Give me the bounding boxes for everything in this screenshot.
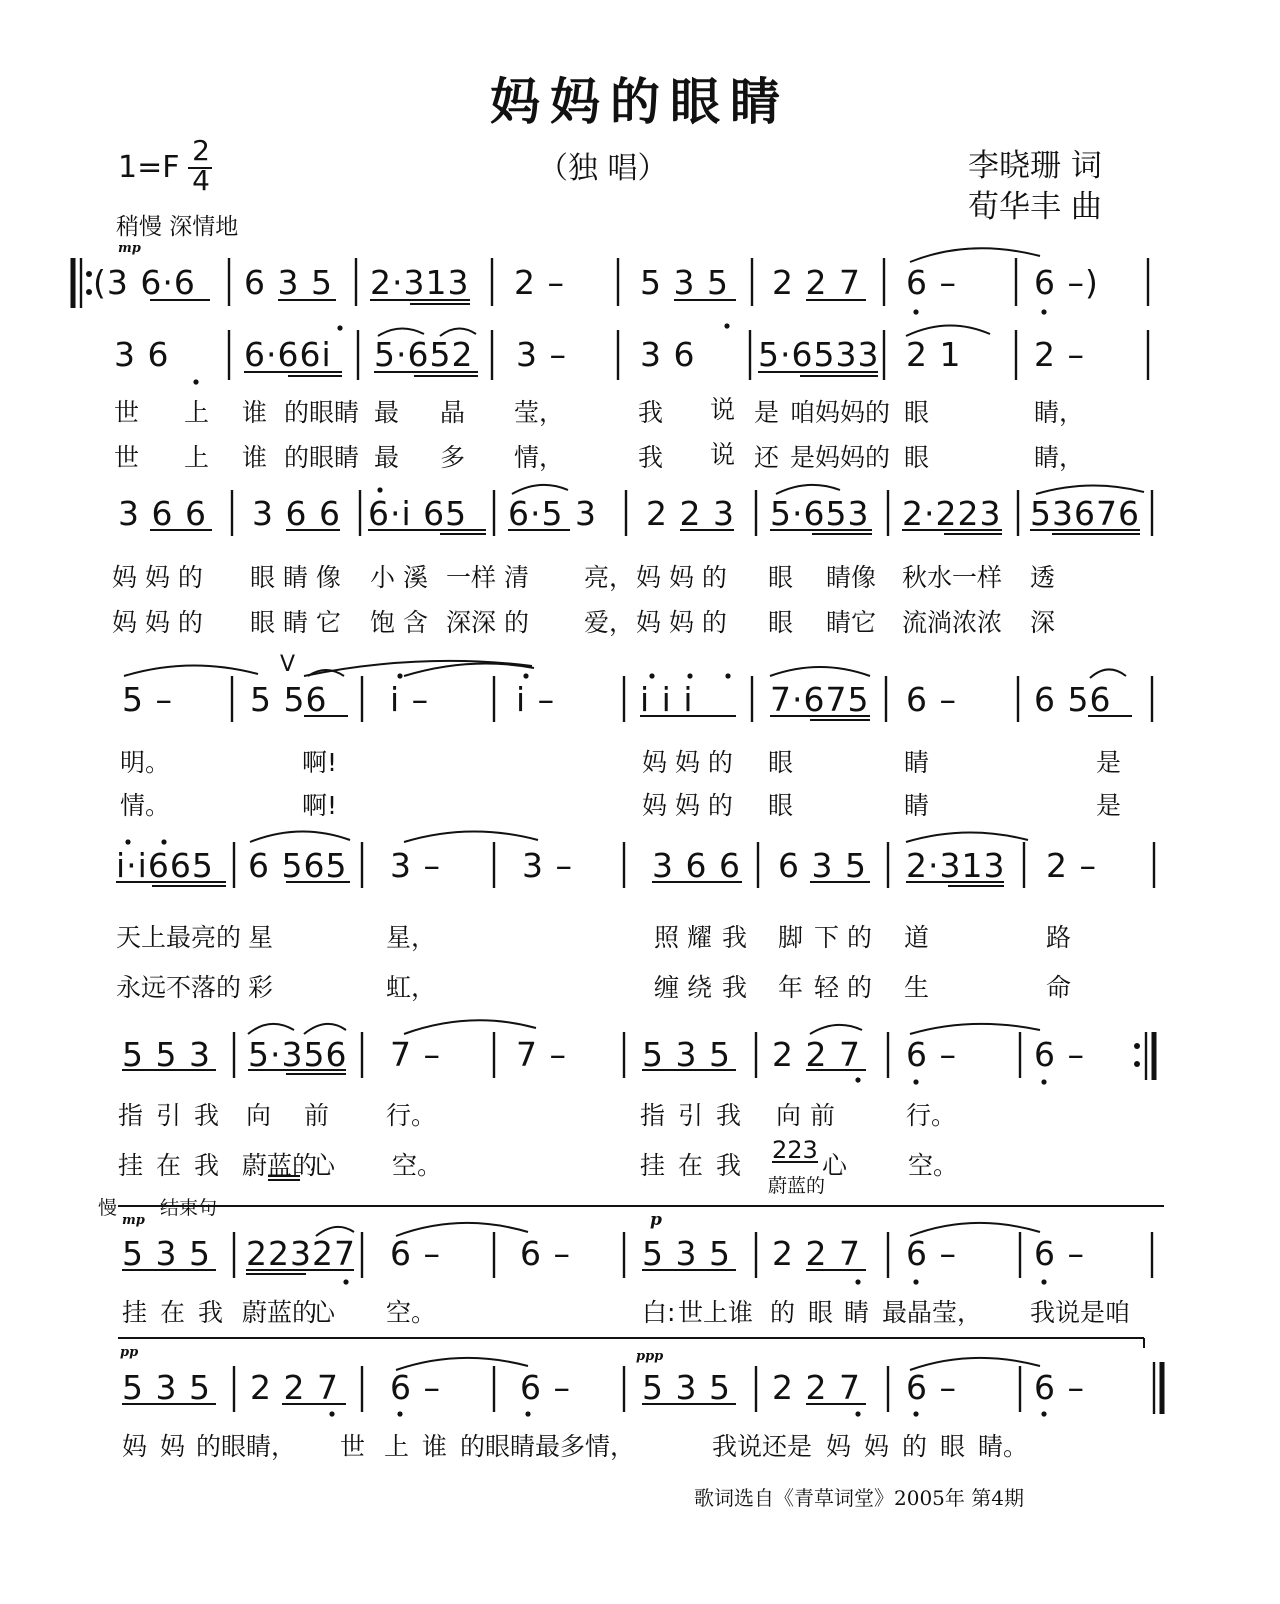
lyric: 虹， <box>386 973 437 1002</box>
lyric: 蔚蓝的 <box>242 1151 318 1180</box>
lyric: 我 <box>722 923 748 952</box>
lyric: 世 <box>114 443 140 472</box>
lyric: 眼 <box>808 1298 834 1327</box>
measure-notes: 5·6533 <box>758 335 880 374</box>
lyric: 还 <box>754 443 780 472</box>
lyric: 爱， <box>584 608 635 637</box>
measure-notes: 3 – <box>516 335 567 374</box>
lyric: 眼 <box>940 1432 966 1461</box>
measure-notes: 5 3 5 <box>122 1368 211 1407</box>
lyric: 睛 <box>904 791 930 820</box>
lyric: 挂 <box>118 1151 144 1180</box>
measure-notes: 22327 <box>246 1234 356 1273</box>
lyric: 挂 <box>122 1298 148 1327</box>
tempo-slow-mark: 慢 <box>98 1197 118 1219</box>
lyric: 心 <box>822 1151 848 1180</box>
lyric: 生 <box>904 973 930 1002</box>
dynamic-mark: mp <box>122 1213 145 1228</box>
lyric: 指 <box>640 1101 666 1130</box>
lyric: 是 <box>1096 748 1122 777</box>
measure-notes: 3 6 6 <box>652 846 741 885</box>
measure-notes: 2 – <box>1046 846 1097 885</box>
lyric: 永远不落的 <box>116 973 242 1002</box>
lyric: 空。 <box>392 1151 443 1180</box>
lyric: 向 <box>246 1101 272 1130</box>
measure-notes: 6 – <box>906 1035 957 1074</box>
lyric: 我 <box>198 1298 224 1327</box>
measure-notes: 2 – <box>1034 335 1085 374</box>
lyric: 妈 <box>826 1432 852 1461</box>
measure-notes: 2·313 <box>906 846 1006 885</box>
measure-notes: 6·i 65 <box>368 494 468 533</box>
measure-notes: 5 – <box>122 680 173 719</box>
measure-notes: 3 – <box>522 846 573 885</box>
lyric: 一样 <box>446 563 497 592</box>
alternate-lyric: 蔚蓝的 <box>768 1175 826 1197</box>
lyric: 妈 <box>160 1432 186 1461</box>
lyric: 指 <box>118 1101 144 1130</box>
lyric: 晶 <box>440 398 466 427</box>
lyric: 眼 <box>768 563 794 592</box>
lyric: 睛， <box>1034 398 1085 427</box>
lyric: 向 <box>776 1101 802 1130</box>
song-title: 妈妈的眼睛 <box>490 72 790 131</box>
lyric: 缠 绕 <box>654 973 712 1002</box>
lyric: 照 耀 <box>654 923 712 952</box>
measure-notes: i·i665 <box>116 846 214 885</box>
lyric: 妈 妈 的 <box>112 563 203 592</box>
measure-notes: 6 3 5 <box>778 846 867 885</box>
performance-type: （独 唱） <box>538 151 668 186</box>
lyric: 妈 妈 的 <box>642 791 733 820</box>
measure-notes: 5·652 <box>374 335 474 374</box>
lyric: 谁 <box>242 398 268 427</box>
measure-notes: 2 2 7 <box>772 1368 861 1407</box>
measure-notes: 6 – <box>1034 1234 1085 1273</box>
measure-notes: 2·223 <box>902 494 1002 533</box>
measure-notes: 7·675 <box>770 680 870 719</box>
lyric: 我 <box>638 398 664 427</box>
time-signature-bottom: 4 <box>192 164 210 197</box>
lyric: 上 <box>184 398 210 427</box>
lyric: 饱 含 <box>370 608 428 637</box>
time-signature-top: 2 <box>192 134 210 167</box>
lyric: 上 <box>184 443 210 472</box>
lyric: 我 <box>716 1101 742 1130</box>
measure-notes: 5 56 <box>250 680 328 719</box>
measure-notes: 2 2 7 <box>772 1035 861 1074</box>
measure-notes: 2 2 3 <box>646 494 735 533</box>
lyric: 睛像 <box>826 563 877 592</box>
lyric: 在 <box>160 1298 186 1327</box>
lyric: 妈 妈 的 <box>636 563 727 592</box>
measure-notes: 3 6 <box>114 335 170 374</box>
measure-notes: (3 6·6 <box>93 263 196 302</box>
lyric: 莹， <box>514 398 565 427</box>
lyric: 透 <box>1030 563 1056 592</box>
lyric: 的眼睛， <box>196 1432 297 1461</box>
lyric: 妈 <box>864 1432 890 1461</box>
lyric: 最 <box>374 398 400 427</box>
dynamic-mark: mp <box>118 241 141 256</box>
lyric: 是妈妈的 <box>790 443 891 472</box>
lyric: 妈 妈 的 <box>112 608 203 637</box>
lyric: 的眼睛 <box>284 398 360 427</box>
lyric: 妈 妈 的 <box>642 748 733 777</box>
lyric: 睛 <box>904 748 930 777</box>
lyric: 白: <box>642 1298 676 1327</box>
lyric: 心 <box>310 1298 336 1327</box>
lyric: 清 <box>504 563 530 592</box>
lyric: 睛 <box>844 1298 870 1327</box>
lyric: 妈 妈 的 <box>636 608 727 637</box>
measure-notes: 6 – <box>520 1234 571 1273</box>
measure-notes: 5·653 <box>770 494 870 533</box>
lyric: 蔚蓝的 <box>242 1298 318 1327</box>
lyric: 睛它 <box>826 608 877 637</box>
lyric: 亮， <box>584 563 635 592</box>
lyric: 眼 <box>904 398 930 427</box>
lyric: 眼 <box>904 443 930 472</box>
dynamic-mark: ppp <box>636 1349 664 1364</box>
measure-notes: 6 – <box>906 1368 957 1407</box>
lyric: 是 <box>1096 791 1122 820</box>
lyric: 的眼睛 <box>284 443 360 472</box>
lyricist-credit: 李晓珊 词 <box>968 148 1102 184</box>
measure-notes: i i i <box>640 680 694 719</box>
lyric: 年 <box>778 973 804 1002</box>
lyric: 多 <box>440 443 466 472</box>
lyric: 我 <box>722 973 748 1002</box>
lyric: 的 <box>504 608 530 637</box>
lyric: 空。 <box>908 1151 959 1180</box>
lyric: 引 <box>678 1101 704 1130</box>
measure-notes: 2 2 7 <box>250 1368 339 1407</box>
measure-notes: 6 – <box>906 1234 957 1273</box>
measure-notes: 7 – <box>516 1035 567 1074</box>
dynamic-mark: pp <box>120 1345 139 1360</box>
lyric: 行。 <box>906 1101 957 1130</box>
lyric: 世上谁 <box>678 1298 754 1327</box>
composer-credit: 荀华丰 曲 <box>968 189 1102 225</box>
lyric: 我说是咱 <box>1030 1298 1131 1327</box>
lyric: 眼 <box>768 748 794 777</box>
lyric: 星， <box>386 923 437 952</box>
lyric: 是 <box>754 398 780 427</box>
lyric: 彩 <box>248 973 274 1002</box>
tempo-marking: 稍慢 深情地 <box>116 214 239 240</box>
key-signature: 1=F <box>118 150 180 185</box>
lyric: 我 <box>194 1101 220 1130</box>
measure-notes: 6 –) <box>1034 263 1099 302</box>
lyric: 道 <box>904 923 930 952</box>
lyric: 下 的 <box>814 923 872 952</box>
lyric: 秋水一样 <box>902 563 1003 592</box>
measure-notes: 2 2 7 <box>772 1234 861 1273</box>
lyric: 情， <box>514 443 565 472</box>
lyric: 眼 <box>768 608 794 637</box>
lyric: 心 <box>310 1151 336 1180</box>
lyric: 路 <box>1046 923 1072 952</box>
lyric: 我 <box>716 1151 742 1180</box>
lyric: 说 <box>710 440 736 469</box>
source-note: 歌词选自《青草词堂》2005年 第4期 <box>694 1486 1024 1510</box>
lyric: 命 <box>1046 973 1072 1002</box>
measure-notes: 5 3 5 <box>642 1368 731 1407</box>
lyric: 啊! <box>302 748 338 777</box>
lyric: 睛。 <box>978 1432 1029 1461</box>
lyric: 行。 <box>386 1101 437 1130</box>
lyric: 我说还是 <box>712 1432 813 1461</box>
measure-notes: 6 – <box>906 263 957 302</box>
measure-notes: 2 2 7 <box>772 263 861 302</box>
measure-notes: 3 6 6 <box>118 494 207 533</box>
measure-notes: 6 3 5 <box>244 263 333 302</box>
lyric: 轻 的 <box>814 973 872 1002</box>
measure-notes: 6·66i <box>244 335 332 374</box>
alternate-notes: 223 <box>772 1136 818 1164</box>
lyric: 说 <box>710 395 736 424</box>
measure-notes: 5 3 5 <box>642 1035 731 1074</box>
measure-notes: 6 – <box>520 1368 571 1407</box>
measure-notes: i – <box>516 680 556 719</box>
breath-mark: V <box>280 652 296 677</box>
measure-notes: 6 – <box>390 1368 441 1407</box>
measure-notes: 6 – <box>1034 1035 1085 1074</box>
measure-notes: i – <box>390 680 430 719</box>
lyric: 空。 <box>386 1298 437 1327</box>
lyric: 深深 <box>446 608 497 637</box>
lyric: 世 <box>340 1432 366 1461</box>
measure-notes: 2·313 <box>370 263 470 302</box>
lyric: 谁 <box>242 443 268 472</box>
lyric: 眼 睛 像 <box>250 563 341 592</box>
ending-phrase-label: 结束句 <box>160 1197 218 1219</box>
lyric: 妈 <box>122 1432 148 1461</box>
measure-notes: 3 6 <box>640 335 696 374</box>
lyric: 最 <box>374 443 400 472</box>
measure-notes: 2 – <box>514 263 565 302</box>
measure-notes: 6 – <box>390 1234 441 1273</box>
measure-notes: 5 3 5 <box>642 1234 731 1273</box>
lyric: 引 <box>156 1101 182 1130</box>
measure-notes: 6 56 <box>1034 680 1112 719</box>
lyric: 啊! <box>302 791 338 820</box>
measure-notes: 5·356 <box>248 1035 348 1074</box>
measure-notes: 6 – <box>1034 1368 1085 1407</box>
measure-notes: 6·5 3 <box>508 494 597 533</box>
lyric: 在 <box>156 1151 182 1180</box>
lyric: 小 溪 <box>370 563 428 592</box>
lyric: 脚 <box>778 923 804 952</box>
lyric: 眼 睛 它 <box>250 608 341 637</box>
lyric: 最晶莹， <box>882 1298 983 1327</box>
lyric: 深 <box>1030 608 1056 637</box>
lyric: 上 <box>384 1432 410 1461</box>
lyric: 的 <box>902 1432 928 1461</box>
measure-notes: 2 1 <box>906 335 962 374</box>
lyric: 明。 <box>120 748 171 777</box>
lyric: 流淌浓浓 <box>902 608 1003 637</box>
measure-notes: 3 – <box>390 846 441 885</box>
lyric: 前 <box>304 1101 330 1130</box>
measure-notes: 53676 <box>1030 494 1140 533</box>
measure-notes: 7 – <box>390 1035 441 1074</box>
lyric: 谁 <box>422 1432 448 1461</box>
measure-notes: 5 3 5 <box>640 263 729 302</box>
dynamic-mark: p <box>650 1210 662 1230</box>
lyric: 眼 <box>768 791 794 820</box>
measure-notes: 5 5 3 <box>122 1035 211 1074</box>
measure-notes: 5 3 5 <box>122 1234 211 1273</box>
lyric: 在 <box>678 1151 704 1180</box>
lyric: 我 <box>638 443 664 472</box>
lyric: 星 <box>248 923 274 952</box>
lyric: 睛， <box>1034 443 1085 472</box>
lyric: 前 <box>810 1101 836 1130</box>
measure-notes: 3 6 6 <box>252 494 341 533</box>
lyric: 世 <box>114 398 140 427</box>
lyric: 挂 <box>640 1151 666 1180</box>
lyric: 咱妈妈的 <box>790 398 891 427</box>
measure-notes: 6 565 <box>248 846 348 885</box>
measure-notes: 6 – <box>906 680 957 719</box>
lyric: 情。 <box>120 791 171 820</box>
lyric: 的眼睛最多情， <box>460 1432 636 1461</box>
lyric: 的 <box>770 1298 796 1327</box>
lyric: 我 <box>194 1151 220 1180</box>
lyric: 天上最亮的 <box>116 923 242 952</box>
